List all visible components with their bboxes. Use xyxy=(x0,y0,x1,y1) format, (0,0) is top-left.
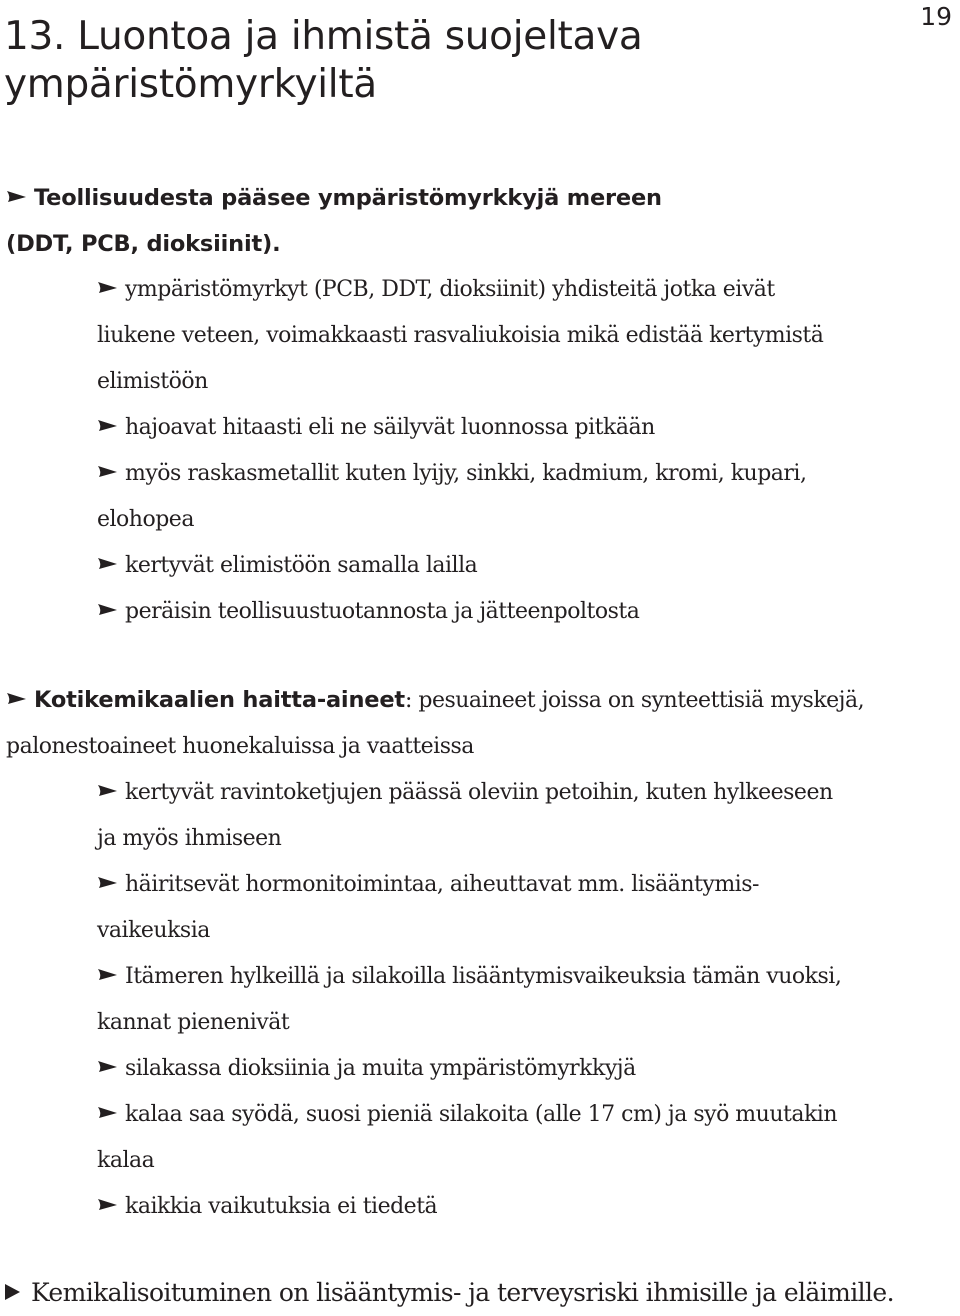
list-item xyxy=(0,451,960,543)
item-text-cont: kalaa xyxy=(97,1148,155,1173)
item-text: kertyvät ravintoketjujen päässä oleviin petoihin, kuten hylkeeseen xyxy=(125,780,833,805)
list-item xyxy=(0,405,960,451)
title-line-1: 13. Luontoa ja ihmistä suojeltava xyxy=(4,14,643,59)
page-title xyxy=(4,13,642,109)
section-heading xyxy=(0,175,960,267)
section-household-chemicals xyxy=(0,677,960,1230)
triangle-bullet-icon xyxy=(4,1283,21,1301)
list-item xyxy=(0,1046,960,1092)
item-text: silakassa dioksiinia ja muita ympäristömyrkkyjä xyxy=(125,1056,636,1081)
pointing-bullet-icon xyxy=(6,190,27,204)
item-text-cont: vaikeuksia xyxy=(97,918,210,943)
item-text: myös raskasmetallit kuten lyijy, sinkki, kadmium, kromi, kupari, xyxy=(125,461,807,486)
item-text: kalaa saa syödä, suosi pieniä silakoita (alle 17 cm) ja syö muutakin xyxy=(125,1102,838,1127)
list-item xyxy=(0,954,960,1046)
list-item xyxy=(0,543,960,589)
pointing-bullet-icon xyxy=(97,784,118,798)
heading-text-cont: (DDT, PCB, dioksiinit). xyxy=(6,231,281,257)
item-text: häiritsevät hormonitoimintaa, aiheuttavat mm. lisääntymis- xyxy=(125,872,759,897)
item-text-cont: elohopea xyxy=(97,507,194,532)
item-text-cont: elimistöön xyxy=(97,369,208,394)
item-text-cont: liukene veteen, voimakkaasti rasvaliukoisia mikä edistää kertymistä xyxy=(97,323,824,348)
heading-text-cont: palonestoaineet huonekaluissa ja vaatteissa xyxy=(6,734,474,759)
item-text: ympäristömyrkyt (PCB, DDT, dioksiinit) yhdisteitä jotka eivät xyxy=(125,277,775,302)
list-item xyxy=(0,862,960,954)
list-item xyxy=(0,1184,960,1230)
pointing-bullet-icon xyxy=(97,465,118,479)
heading-bold-text: Kotikemikaalien haitta-aineet xyxy=(34,687,405,713)
heading-rest-text: : pesuaineet joissa on synteettisiä myskejä, xyxy=(404,688,865,713)
pointing-bullet-icon xyxy=(97,1060,118,1074)
item-text: kertyvät elimistöön samalla lailla xyxy=(125,553,478,578)
list-item xyxy=(0,267,960,405)
item-text: kaikkia vaikutuksia ei tiedetä xyxy=(125,1194,438,1219)
section-industry xyxy=(0,175,960,635)
pointing-bullet-icon xyxy=(97,1198,118,1212)
item-text: peräisin teollisuustuotannosta ja jätteenpoltosta xyxy=(125,599,640,624)
pointing-bullet-icon xyxy=(97,968,118,982)
list-item xyxy=(0,1092,960,1184)
heading-text: Teollisuudesta pääsee ympäristömyrkkyjä mereen xyxy=(34,185,662,211)
section-heading xyxy=(0,677,960,770)
pointing-bullet-icon xyxy=(97,876,118,890)
pointing-bullet-icon xyxy=(97,281,118,295)
pointing-bullet-icon xyxy=(6,692,27,706)
pointing-bullet-icon xyxy=(97,557,118,571)
pointing-bullet-icon xyxy=(97,419,118,433)
pointing-bullet-icon xyxy=(97,1106,118,1120)
item-text: hajoavat hitaasti eli ne säilyvät luonnossa pitkään xyxy=(125,415,655,440)
conclusion xyxy=(4,1270,894,1316)
item-text-cont: kannat pienenivät xyxy=(97,1010,290,1035)
page-number: 19 xyxy=(920,2,952,31)
list-item xyxy=(0,770,960,862)
item-text-cont: ja myös ihmiseen xyxy=(97,826,282,851)
list-item xyxy=(0,589,960,635)
conclusion-text: Kemikalisoituminen on lisääntymis- ja terveysriski ihmisille ja eläimille. xyxy=(31,1278,894,1307)
title-line-2: ympäristömyrkyiltä xyxy=(4,62,377,107)
item-text: Itämeren hylkeillä ja silakoilla lisääntymisvaikeuksia tämän vuoksi, xyxy=(125,964,842,989)
pointing-bullet-icon xyxy=(97,603,118,617)
